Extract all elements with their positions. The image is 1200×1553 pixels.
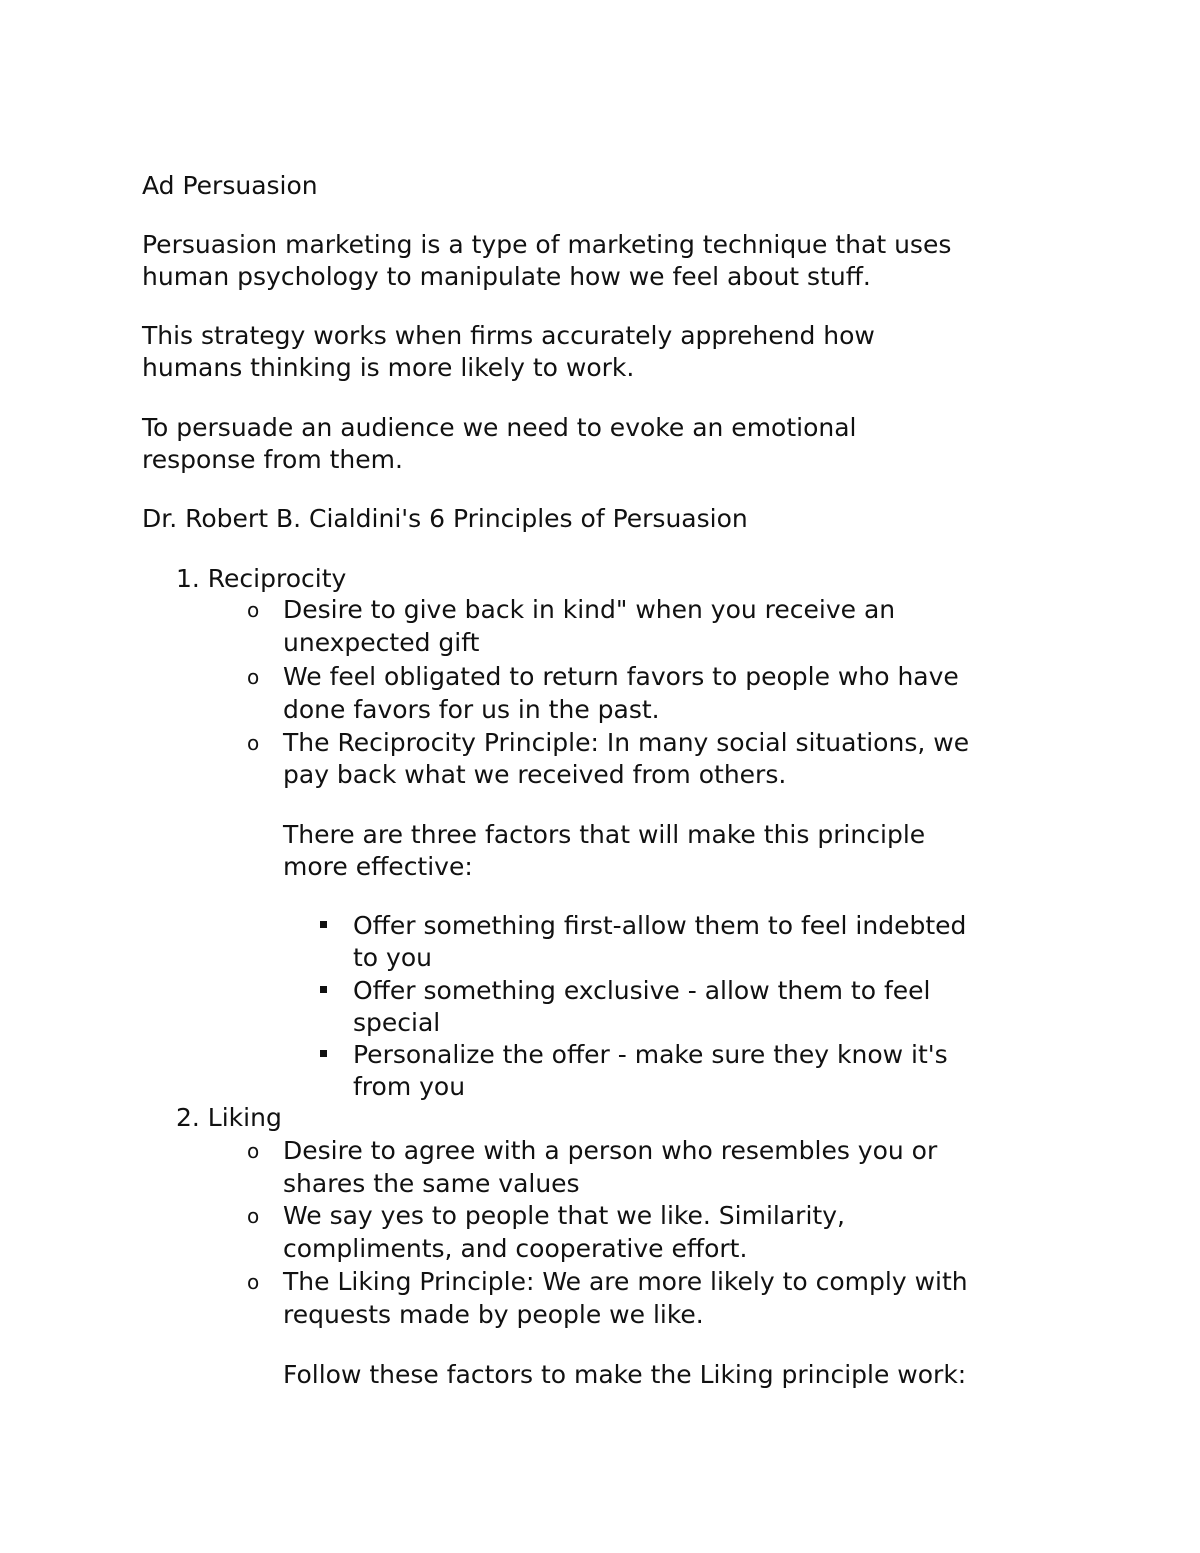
section-heading: Dr. Robert B. Cialdini's 6 Principles of Persuasion [142, 504, 748, 533]
principle-2-bullet-2-line-2: compliments, and cooperative effort. [283, 1234, 748, 1263]
principle-1-factor-3-line-1: Personalize the offer - make sure they know it's [353, 1040, 948, 1069]
bullet-marker: o [247, 598, 260, 622]
principle-1-bullet-1-line-2: unexpected gift [283, 628, 480, 657]
intro-paragraph-3-line-2: response from them. [142, 445, 403, 474]
principle-1-label: 1. Reciprocity [176, 564, 347, 593]
intro-paragraph-2-line-1: This strategy works when firms accurately apprehend how [142, 321, 875, 350]
principle-1-bullet-2-line-1: We feel obligated to return favors to people who have [283, 662, 959, 691]
intro-paragraph-1-line-2: human psychology to manipulate how we feel about stuff. [142, 262, 871, 291]
principle-2-label: 2. Liking [176, 1103, 282, 1132]
principle-1-bullet-2-line-2: done favors for us in the past. [283, 695, 660, 724]
intro-paragraph-3-line-1: To persuade an audience we need to evoke an emotional [142, 413, 857, 442]
principle-1-bullet-3-line-1: The Reciprocity Principle: In many social situations, we [283, 728, 970, 757]
square-bullet-icon [320, 1050, 327, 1057]
principle-1-factor-2-line-1: Offer something exclusive - allow them to feel [353, 976, 931, 1005]
principle-2-bullet-1-line-1: Desire to agree with a person who resembles you or [283, 1136, 938, 1165]
square-bullet-icon [320, 986, 327, 993]
intro-paragraph-1-line-1: Persuasion marketing is a type of marketing technique that uses [142, 230, 952, 259]
square-bullet-icon [320, 921, 327, 928]
document-title: Ad Persuasion [142, 171, 318, 200]
principle-1-factors-intro-line-1: There are three factors that will make this principle [283, 820, 926, 849]
bullet-marker: o [247, 1204, 260, 1228]
intro-paragraph-2-line-2: humans thinking is more likely to work. [142, 353, 635, 382]
bullet-marker: o [247, 1270, 260, 1294]
principle-1-factors-intro-line-2: more effective: [283, 852, 473, 881]
principle-1-factor-1-line-2: to you [353, 943, 432, 972]
bullet-marker: o [247, 665, 260, 689]
principle-1-bullet-3-line-2: pay back what we received from others. [283, 760, 787, 789]
bullet-marker: o [247, 1139, 260, 1163]
principle-2-factors-intro: Follow these factors to make the Liking principle work: [283, 1360, 967, 1389]
principle-1-factor-2-line-2: special [353, 1008, 441, 1037]
principle-2-bullet-1-line-2: shares the same values [283, 1169, 580, 1198]
principle-1-factor-3-line-2: from you [353, 1072, 466, 1101]
principle-1-factor-1-line-1: Offer something first-allow them to feel indebted [353, 911, 967, 940]
principle-2-bullet-3-line-1: The Liking Principle: We are more likely to comply with [283, 1267, 968, 1296]
bullet-marker: o [247, 731, 260, 755]
principle-1-bullet-1-line-1: Desire to give back in kind" when you receive an [283, 595, 896, 624]
principle-2-bullet-2-line-1: We say yes to people that we like. Similarity, [283, 1201, 845, 1230]
principle-2-bullet-3-line-2: requests made by people we like. [283, 1300, 704, 1329]
